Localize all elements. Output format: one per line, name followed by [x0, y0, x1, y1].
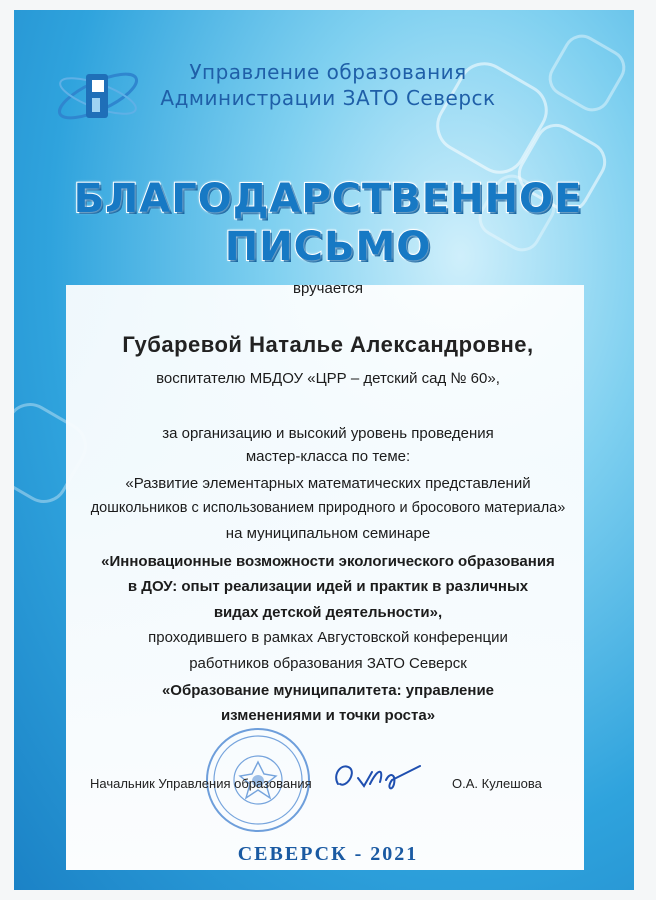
body-line: работников образования ЗАТО Северск [189, 655, 467, 672]
seminar-title-line: видах детской деятельности», [213, 604, 443, 621]
issuer-line-2: Администрации ЗАТО Северск [160, 86, 496, 110]
awarded-label: вручается [293, 280, 363, 297]
issuer-line-1: Управление образования [189, 60, 467, 84]
signatory-position: Начальник Управления образования [90, 776, 312, 791]
conference-title-line: «Образование муниципалитета: управление [161, 682, 495, 699]
recipient-position: воспитателю МБДОУ «ЦРР – детский сад № 60», [156, 370, 500, 387]
seminar-title-line: «Инновационные возможности экологического образования [101, 553, 555, 570]
body-line: за организацию и высокий уровень проведения [162, 425, 494, 442]
title-line-1: БЛАГОДАРСТВЕННОЕ [73, 176, 583, 222]
body-line: проходившего в рамках Августовской конференции [148, 629, 508, 646]
conference-title-line: изменениями и точки роста» [220, 707, 436, 724]
place-year: СЕВЕРСК - 2021 [237, 843, 419, 865]
body-line: на муниципальном семинаре [225, 525, 431, 542]
signatory-name: О.А. Кулешова [452, 776, 542, 791]
handwritten-signature-icon [328, 754, 438, 798]
body-line: дошкольников с использованием природного и бросового материала» [90, 500, 566, 516]
body-line: «Развитие элементарных математических представлений [125, 475, 531, 492]
recipient-name: Губаревой Наталье Александровне, [122, 332, 534, 357]
title-line-2: ПИСЬМО [224, 224, 432, 270]
seminar-title-line: в ДОУ: опыт реализации идей и практик в различных [127, 578, 529, 595]
body-line: мастер-класса по теме: [245, 448, 411, 465]
